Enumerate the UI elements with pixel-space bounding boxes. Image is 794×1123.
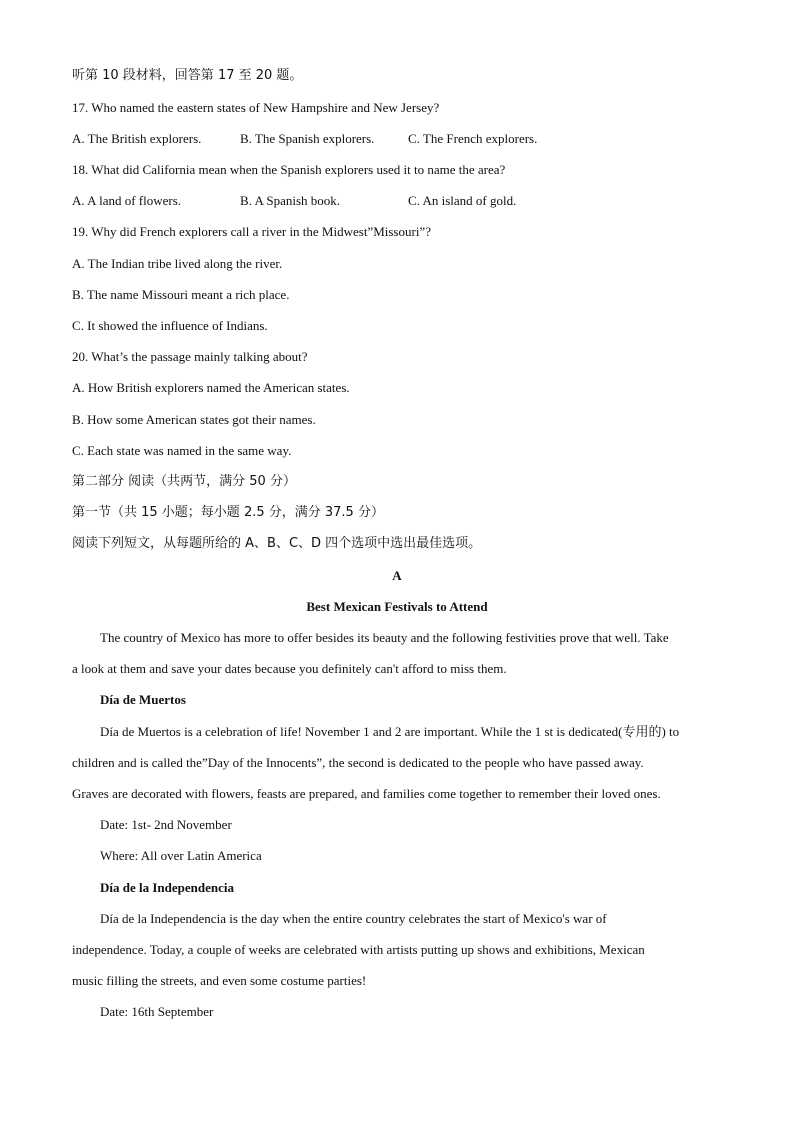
question-19-option-b: B. The name Missouri meant a rich place. <box>72 287 290 302</box>
passage-title: Best Mexican Festivals to Attend <box>306 599 488 614</box>
festival-1-where: Where: All over Latin America <box>100 848 262 863</box>
question-17-option-b: B. The Spanish explorers. <box>240 131 375 146</box>
festival-1-body-line-1: Día de Muertos is a celebration of life! November 1 and 2 are important. While the 1 st is dedicated(专用的) to <box>100 724 680 739</box>
question-20-stem: 20. What’s the passage mainly talking about? <box>72 349 308 364</box>
question-20-option-c: C. Each state was named in the same way. <box>72 443 292 458</box>
passage-intro-line-1: The country of Mexico has more to offer besides its beauty and the following festivities prove that well. Take <box>100 630 669 645</box>
festival-1-name: Día de Muertos <box>100 692 186 707</box>
passage-intro-line-2: a look at them and save your dates because you definitely can't afford to miss them. <box>72 661 507 676</box>
festival-1-date: Date: 1st- 2nd November <box>100 817 232 832</box>
festival-1-body-line-2: children and is called the”Day of the Innocents”, the second is dedicated to the people who have passed away. <box>72 755 644 770</box>
section1-instruction: 阅读下列短文，从每题所给的 A、B、C、D 四个选项中选出最佳选项。 <box>72 536 482 551</box>
question-17-stem: 17. Who named the eastern states of New Hampshire and New Jersey? <box>72 100 440 115</box>
passage-letter: A <box>392 568 402 583</box>
part2-title: 第二部分 阅读（共两节，满分 50 分） <box>72 474 296 489</box>
question-19-stem: 19. Why did French explorers call a river in the Midwest”Missouri”? <box>72 224 431 239</box>
question-18-option-a: A. A land of flowers. <box>72 193 182 208</box>
festival-2-body-line-2: independence. Today, a couple of weeks are celebrated with artists putting up shows and exhibitions, Mexican <box>72 942 645 957</box>
section-intro: 听第 10 段材料，回答第 17 至 20 题。 <box>72 68 303 83</box>
festival-2-name: Día de la Independencia <box>100 880 234 895</box>
festival-1-body-line-3: Graves are decorated with flowers, feasts are prepared, and families come together to remember their loved ones. <box>72 786 661 801</box>
festival-2-body-line-3: music filling the streets, and even some costume parties! <box>72 973 367 988</box>
question-18-option-b: B. A Spanish book. <box>240 193 341 208</box>
question-18-option-c: C. An island of gold. <box>408 193 517 208</box>
festival-2-date: Date: 16th September <box>100 1004 214 1019</box>
question-19-option-a: A. The Indian tribe lived along the river. <box>72 256 283 271</box>
question-19-option-c: C. It showed the influence of Indians. <box>72 318 268 333</box>
question-17-option-c: C. The French explorers. <box>408 131 538 146</box>
festival-2-body-line-1: Día de la Independencia is the day when the entire country celebrates the start of Mexico's war of <box>100 911 607 926</box>
question-20-option-b: B. How some American states got their names. <box>72 412 316 427</box>
section1-title: 第一节（共 15 小题；每小题 2.5 分，满分 37.5 分） <box>72 505 384 520</box>
question-17-option-a: A. The British explorers. <box>72 131 202 146</box>
question-18-stem: 18. What did California mean when the Spanish explorers used it to name the area? <box>72 162 506 177</box>
question-20-option-a: A. How British explorers named the American states. <box>72 380 350 395</box>
